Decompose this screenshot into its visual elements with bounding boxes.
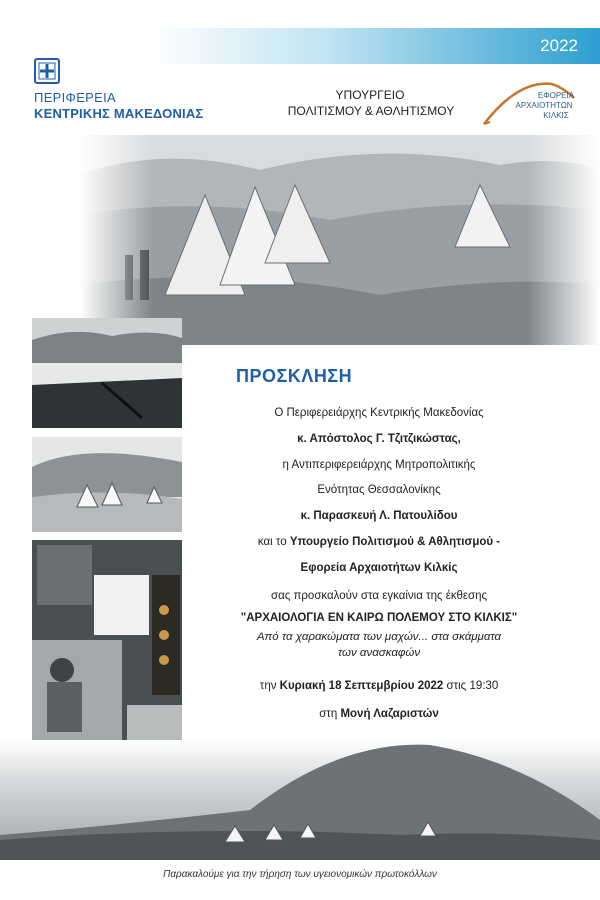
- event-venue: Μονή Λαζαριστών: [340, 708, 439, 720]
- event-time: 19:30: [469, 680, 499, 692]
- text-fragment: την: [259, 680, 280, 692]
- region-name-line1: ΠΕΡΙΦΕΡΕΙΑ: [34, 90, 117, 105]
- region-name-line2: ΚΕΝΤΡΙΚΗΣ ΜΑΚΕΔΟΝΙΑΣ: [34, 106, 204, 121]
- invitation-line: σας προσκαλούν στα εγκαίνια της έκθεσης: [270, 590, 488, 602]
- region-emblem-icon: [34, 58, 60, 84]
- ephorate-name-line2: ΑΡΧΑΙΟΤΗΤΩΝ: [515, 101, 573, 110]
- text-fragment: και το: [257, 536, 290, 548]
- invitation-line: η Αντιπεριφερειάρχης Μητροπολιτικής: [282, 459, 476, 471]
- event-date-line: [214, 680, 544, 692]
- event-venue-line: [214, 708, 544, 720]
- exhibition-subtitle-line1: Από τα χαρακώματα των μαχών... στα σκάμματα: [256, 631, 502, 643]
- photo-fade-overlay: [80, 135, 600, 345]
- exhibition-panel-photo: [32, 540, 182, 760]
- invitation-name-deputy: κ. Παρασκευή Λ. Πατουλίδου: [300, 510, 458, 522]
- year-label: 2022: [540, 36, 578, 55]
- invitation-line: Ενότητας Θεσσαλονίκης: [317, 484, 441, 496]
- health-protocol-note: Παρακαλούμε για την τήρηση των υγειονομικών πρωτοκόλλων: [163, 869, 437, 880]
- invitation-title: ΠΡΟΣΚΛΗΣΗ: [236, 366, 353, 386]
- ministry-name-line1: ΥΠΟΥΡΓΕΙΟ: [335, 88, 405, 102]
- event-date: Κυριακή 18 Σεπτεμβρίου 2022: [279, 680, 444, 692]
- ephorate-name-line1: ΕΦΟΡΕΙΑ: [537, 91, 575, 100]
- lake-landscape-photo: [32, 318, 182, 428]
- header-gradient-bar: [150, 28, 600, 64]
- exhibition-title: "ΑΡΧΑΙΟΛΟΓΙΑ ΕΝ ΚΑΙΡΩ ΠΟΛΕΜΟΥ ΣΤΟ ΚΙΛΚΙΣ": [240, 612, 518, 624]
- hill-tents-photo: [32, 437, 182, 532]
- invitation-line: Ο Περιφερειάρχης Κεντρικής Μακεδονίας: [274, 407, 484, 419]
- invitation-ministry: Υπουργείο Πολιτισμού & Αθλητισμού -: [289, 536, 501, 548]
- text-fragment: στη: [319, 708, 341, 720]
- ministry-name-line2: ΠΟΛΙΤΙΣΜΟΥ & ΑΘΛΗΤΙΣΜΟΥ: [287, 104, 455, 118]
- text-fragment: στις: [443, 680, 470, 692]
- invitation-name-governor: κ. Απόστολος Γ. Τζιτζικώστας,: [297, 433, 461, 445]
- exhibition-subtitle-line2: των ανασκαφών: [337, 647, 421, 659]
- hill-landscape-photo: [0, 740, 600, 860]
- ephorate-name-line3: ΚΙΛΚΙΣ: [543, 111, 569, 120]
- invitation-line: [214, 536, 544, 548]
- invitation-ephorate: Εφορεία Αρχαιοτήτων Κιλκίς: [300, 562, 458, 574]
